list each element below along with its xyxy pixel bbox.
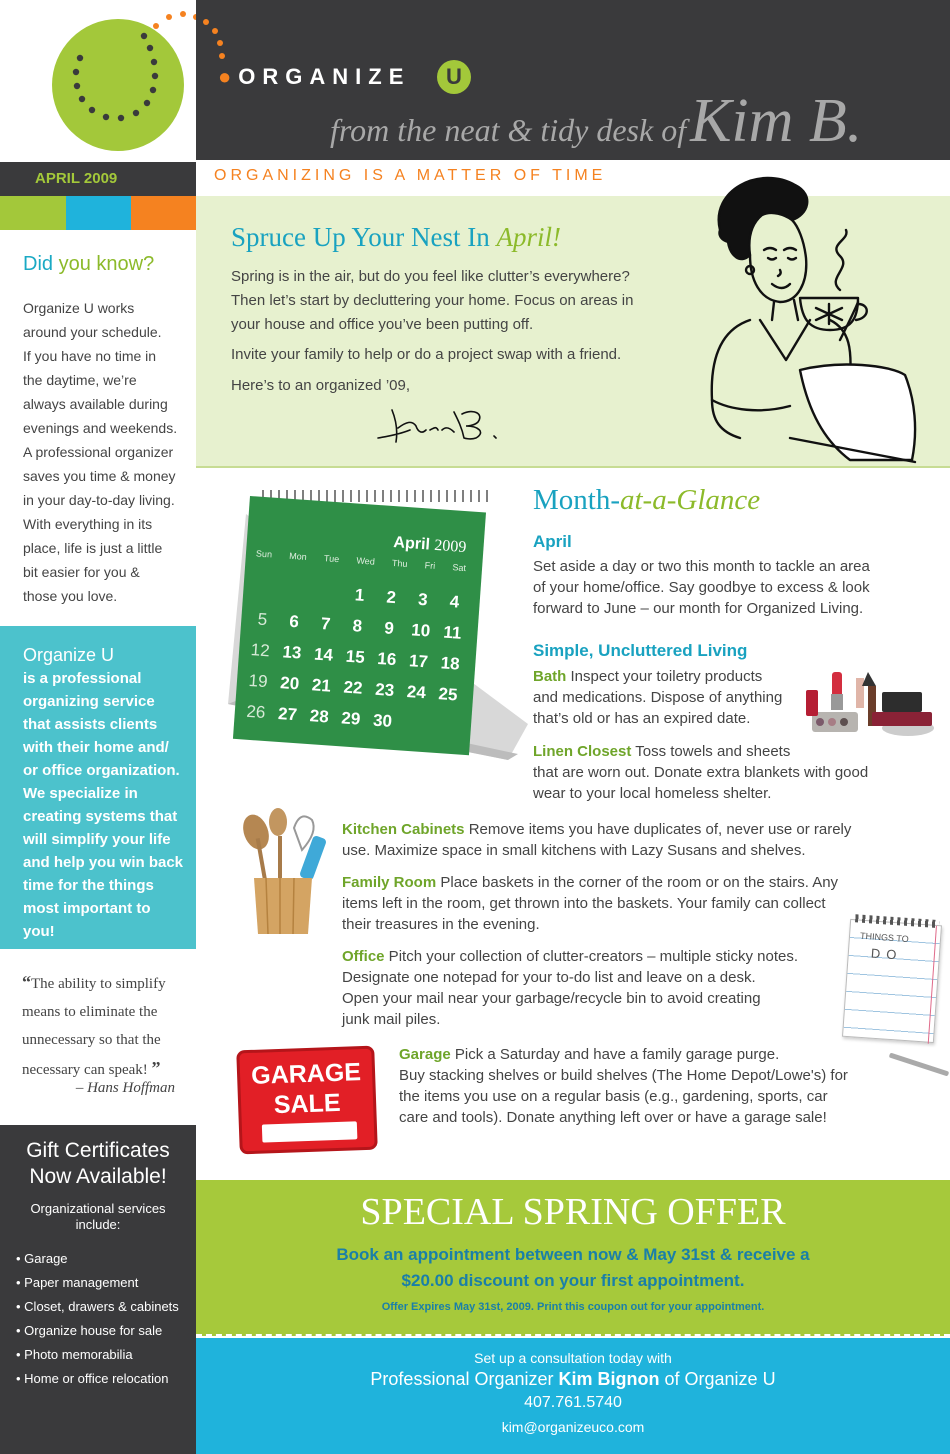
calendar-day: 15 [345,646,366,667]
text-line: bit easier for you & [23,564,140,580]
about-title: Organize U [23,645,115,665]
calendar-day: 24 [406,681,427,702]
notepad-margin [928,926,937,1044]
calendar-day [313,592,343,594]
april-heading: April [533,532,572,551]
calendar-day [281,590,311,592]
did-you-know-title: Did you know? [23,253,155,275]
list-item: • Paper management [16,1275,139,1290]
text-line: If you have no time in [23,348,157,364]
intro-title: Spruce Up Your Nest In April! [231,222,561,252]
text-line: Organizational services [30,1201,166,1216]
calendar-day: 11 [442,622,463,643]
organize-u-logo [0,0,196,162]
text-line: organizing service [23,693,155,710]
text-line: Kitchen Cabinets Remove items you have duplicates of, never use or rarely [342,821,852,838]
text-line: the items you use on a regular basis (e.g., gardening, sports, car [399,1088,828,1105]
text-line: in your day-to-day living. [23,492,175,508]
text-line: that’s old or has an expired date. [533,710,751,727]
text-line: “The ability to simplify [22,972,166,992]
text-line: With everything in its [23,516,153,532]
sign-text: SALE [273,1088,341,1120]
text-line: creating systems that [23,808,178,825]
calendar-day [399,722,429,724]
contact-name-line: Professional Organizer Kim Bignon of Organize U [370,1369,776,1389]
gift-title [0,1138,196,1190]
calendar-day: 17 [408,650,429,671]
header-tagline [330,86,862,157]
calendar-day: 7 [320,613,332,634]
quote-author: – Hans Hoffman [75,1080,175,1096]
text-line: most important to [23,900,151,917]
text-line: include: [75,1217,121,1232]
calendar-day: 13 [281,641,303,663]
calendar-day: 18 [440,652,461,674]
text-line: items left in the room, get thrown into the baskets. Your family can collect [342,895,826,912]
color-block-green [0,196,66,230]
april-paragraph [533,556,933,619]
garage-tip [399,1044,899,1128]
text-line: Organize U works [23,300,135,316]
calendar-day: 10 [410,619,431,641]
text-line: always available during [23,396,168,412]
gift-services-list [16,1247,179,1391]
calendar-day: 25 [437,683,459,704]
text-line: Set aside a day or two this month to tackle an area [533,558,870,575]
list-item: • Garage [16,1251,68,1266]
text-line: unnecessary so that the [22,1032,161,1048]
text-line: care and tools). Donate anything left over or have a garage sale! [399,1109,827,1126]
text-line: Buy stacking shelves or build shelves (The Home Depot/Lowe's) for [399,1067,848,1084]
calendar-day: 3 [417,589,429,609]
color-block-blue [66,196,131,230]
weekday-label: Sun [255,548,273,560]
notepad-text: DO [870,945,903,963]
text-line: Now Available! [29,1165,167,1188]
bath-tip [533,666,813,729]
notepad-image [842,919,942,1043]
text-line: and help you win back [23,854,184,871]
kitchen-cabinets-tip [342,819,902,861]
signature-image [370,400,520,450]
contact-email-link[interactable]: kim@organizeuco.com [501,1419,645,1435]
text-line: Linen Closest Toss towels and sheets [533,743,791,760]
calendar-day: 26 [245,701,267,722]
list-item: • Organize house for sale [16,1323,163,1338]
contact-phone[interactable]: 407.761.5740 [524,1394,622,1411]
garage-sale-sign [236,1046,378,1155]
calendar-day: 30 [372,710,393,731]
calendar-day: 19 [248,670,269,691]
simple-living-heading: Simple, Uncluttered Living [533,641,748,660]
text-line: Bath Inspect your toiletry products [533,668,763,685]
cosmetics-image [798,664,943,744]
text-line: that assists clients [23,716,158,733]
weekday-label: Tue [323,553,340,565]
list-item: • Home or office relocation [16,1371,169,1386]
brand-logo-text: ●ORGANIZE [218,64,411,89]
text-line: means to eliminate the [22,1004,158,1020]
calendar-day: 29 [340,707,362,729]
weekday-label: Mon [288,550,308,562]
text-line: necessary can speak! ” [22,1058,161,1078]
contact-intro: Set up a consultation today with [474,1350,672,1366]
offer-details [196,1242,950,1294]
calendar-day: 23 [374,679,395,700]
intro-paragraph-2: Invite your family to help or do a project swap with a friend. [231,346,622,363]
about-body [23,667,184,943]
text-line: or office organization. [23,762,180,779]
text-line: is a professional [23,670,142,687]
newsletter-title: ORGANIZING IS A MATTER OF TIME [214,167,607,184]
text-line: around your schedule. [23,324,162,340]
calendar-day: 8 [352,615,363,636]
list-item: • Closet, drawers & cabinets [16,1299,179,1314]
text-line: of your home/office. Say goodbye to excess & look [533,579,870,596]
text-line: those you love. [23,588,118,604]
text-line: place, life is just a little [23,540,163,556]
desk-calendar [228,484,528,768]
gift-certificates-box [0,1125,196,1454]
text-line: use. Maximize space in small kitchens with Lazy Susans and shelves. [342,842,806,859]
calendar-day: 2 [385,587,397,607]
calendar-day: 9 [383,617,395,638]
offer-expiry-note: Offer Expires May 31st, 2009. Print this coupon out for your appointment. [381,1301,765,1313]
woman-with-laptop-illustration [690,170,940,468]
text-line: will simplify your life [23,831,171,848]
brand-logo-u: U [437,60,471,94]
calendar-grid [240,572,471,742]
text-line: We specialize in [23,785,138,802]
text-line: their treasures in the evening. [342,916,540,933]
contact-box [196,1338,950,1454]
list-item: • Photo memorabilia [16,1347,133,1362]
sign-text: GARAGE [250,1058,362,1090]
text-line: wear to your local homeless shelter. [533,785,772,802]
calendar-day: 16 [376,648,398,669]
weekday-label: Thu [391,557,408,569]
kitchen-utensils-image [236,808,336,938]
month-at-a-glance-title: Month-at-a-Glance [533,484,761,516]
calendar-page [233,496,486,755]
linen-closet-tip [533,741,933,804]
calendar-day: 22 [342,677,364,698]
calendar-day: 5 [257,609,268,629]
text-line: the daytime, we’re [23,372,137,388]
calendar-day: 28 [309,705,330,726]
about-box [0,626,196,949]
close-quote-icon: ” [151,1058,161,1078]
notepad-text: THINGS TO [859,930,910,945]
text-line: A professional organizer [23,444,174,460]
text-line: with their home and/ [23,739,169,756]
sign-blank-area [262,1121,358,1142]
text-line: Spring is in the air, but do you feel like clutter’s everywhere? [231,268,630,285]
calendar-day [250,587,280,589]
calendar-day: 21 [311,674,332,696]
color-block-orange [131,196,196,230]
open-quote-icon: “ [22,972,31,992]
text-line: $20.00 discount on your first appointment. [401,1271,745,1290]
text-line: time for the things [23,877,154,894]
calendar-day: 20 [279,672,300,693]
calendar-day [431,724,461,726]
tagline-name: Kim B. [690,87,863,155]
weekday-label: Fri [424,560,436,571]
calendar-day: 4 [449,591,460,612]
text-line: forward to June – our month for Organized Living. [533,600,864,617]
text-line: Office Pitch your collection of clutter-creators – multiple sticky notes. [342,948,799,965]
text-line: your house and office you’ve been putting off. [231,316,534,333]
month-label: APRIL 2009 [0,162,196,196]
text-line: Then let’s start by decluttering your home. Focus on areas in [231,292,634,309]
weekday-label: Wed [356,555,376,567]
notepad-spiral [855,914,939,928]
text-line: Gift Certificates [26,1139,170,1162]
office-tip [342,946,842,1030]
weekday-label: Sat [452,562,467,574]
calendar-month: April 2009 [392,534,467,557]
family-room-tip [342,872,902,935]
text-line: saves you time & money [23,468,176,484]
text-line: Open your mail near your garbage/recycle bin to avoid creating [342,990,761,1007]
text-line: Book an appointment between now & May 31st & receive a [336,1245,810,1264]
text-line: Designate one notepad for your to-do list and leave on a desk. [342,969,756,986]
gift-subtitle [0,1201,196,1233]
intro-closing: Here’s to an organized ’09, [231,377,411,394]
did-you-know-body [23,296,188,608]
calendar-day: 6 [288,611,300,631]
calendar-day: 14 [313,644,334,665]
text-line: that are worn out. Donate extra blankets with good [533,764,869,781]
calendar-day: 12 [250,639,271,660]
offer-title: SPECIAL SPRING OFFER [360,1191,786,1233]
text-line: junk mail piles. [342,1011,441,1028]
text-line: Garage Pick a Saturday and have a family garage purge. [399,1046,780,1063]
text-line: you! [23,923,55,940]
calendar-day: 1 [354,584,366,605]
tagline-small: from the neat & tidy desk of [330,112,687,148]
intro-paragraph [231,265,681,337]
text-line: and medications. Dispose of anything [533,689,783,706]
quote [22,968,192,1084]
calendar-day: 27 [277,703,298,724]
logo-dot-trail [196,0,236,70]
text-line: evenings and weekends. [23,420,178,436]
text-line: Family Room Place baskets in the corner of the room or on the stairs. Any [342,874,839,891]
